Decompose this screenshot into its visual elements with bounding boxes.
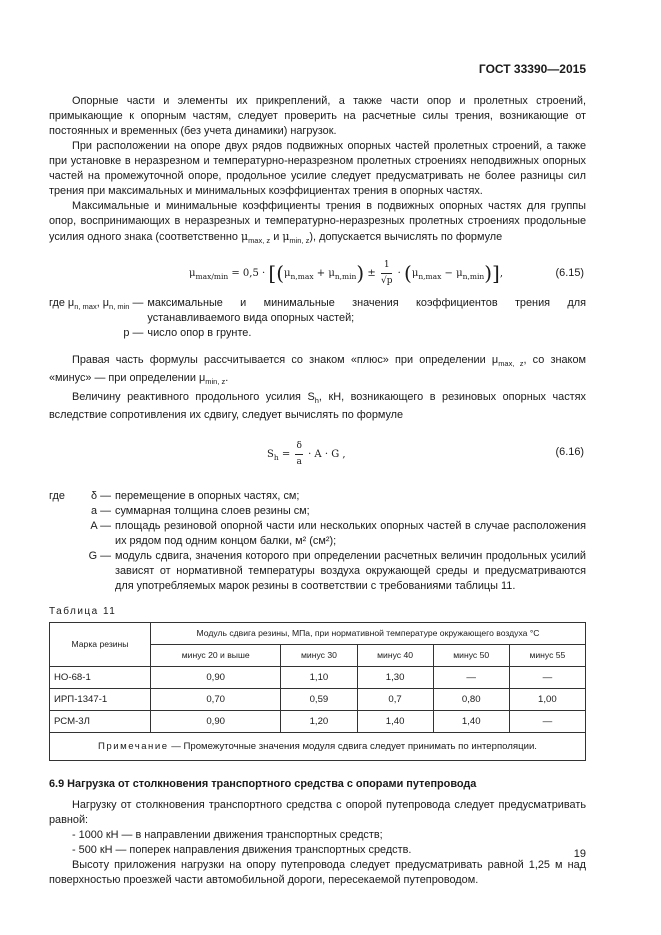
f1-fraction (381, 258, 393, 289)
f1-pm: ± (367, 268, 376, 280)
shear-modulus-table (49, 622, 586, 761)
f1-term3: μ (411, 268, 419, 280)
table-row (50, 688, 586, 710)
table-note-label: Примечание (98, 740, 169, 752)
table-subheader: минус 40 (357, 644, 433, 666)
where2-key-symbol: δ — (91, 489, 111, 502)
table-cell-grade: НО-68-1 (50, 666, 151, 688)
f1-term4-sub: n,min (462, 272, 485, 282)
where1-sub1: n, max (74, 302, 97, 312)
table-cell-value: 0,90 (151, 666, 281, 688)
f1-dot: · (397, 268, 401, 280)
section-paragraph-1: Нагрузку от столкновения транспортного средства с опорой путепровода следует предусматривать равной: (49, 798, 586, 826)
where2-definition: площадь резиновой опорной части или нескольких опорных частей в случае расположения их рядом под одним концом балки, м² (см²); (115, 519, 586, 547)
where2-key-symbol: G — (88, 549, 111, 562)
f1-minus: − (444, 268, 453, 280)
where-block-1 (49, 296, 586, 341)
table-subheader: минус 55 (509, 644, 585, 666)
where1-key2: p — (123, 327, 144, 340)
f2-lhs-sub: h (273, 452, 279, 462)
formula-6-16-expression (267, 439, 346, 470)
formula-6-16 (49, 433, 586, 473)
p3-text-a: Максимальные и минимальные коэффициенты трения в подвижных опорных частях для группы опор, воспринимающих в неразрезных и температурно-неразрезных пролетных строениях продольные усилия одного знака (соответственно (49, 200, 586, 243)
f1-frac-top: 1 (381, 258, 393, 274)
p3-text-b: ), допускается вычислять по формуле (309, 231, 503, 243)
table-note-text: — Промежуточные значения модуля сдвига следует принимать по интерполяции. (168, 740, 537, 752)
table-cell-value: 0,80 (433, 688, 509, 710)
paren-open: ( (276, 261, 285, 286)
f2-rest: · A · G , (308, 448, 346, 460)
where1-dash: — (129, 297, 144, 310)
section-paragraph-2: Высоту приложения нагрузки на опору путепровода следует предусматривать равной 1,25 м над поверхностью проезжей части автомобильной дороги, пересекаемой путепроводом. (49, 858, 586, 886)
where2-key (49, 519, 111, 549)
p4-text-a: Правая часть формулы рассчитывается со знаком «плюс» при определении μ (72, 354, 499, 367)
table-subheader: минус 50 (433, 644, 509, 666)
table-caption: Таблица 11 (49, 605, 117, 617)
table-cell-value: 1,30 (357, 666, 433, 688)
document-body (49, 94, 586, 888)
table-cell-value: 0,59 (281, 688, 357, 710)
where1-text2: число опор в грунте. (147, 327, 252, 340)
where2-definition: суммарная толщина слоев резины см; (115, 504, 310, 517)
f1-eq: = 0,5 · (231, 268, 266, 280)
table-row (50, 710, 586, 732)
table-cell-value: 1,40 (357, 710, 433, 732)
p4-sub2: min, z (205, 377, 226, 387)
p5-text-b: , кН, возникающего в резиновых опорных частях вследствие сопротивления их сдвигу, следует вычислять по формуле (49, 390, 586, 421)
f1-term1: μ (284, 268, 291, 280)
f2-frac-top: δ (295, 439, 302, 455)
where1-sub2: n, min (109, 302, 130, 312)
where1-label-a: где μ (49, 297, 75, 310)
table-cell-value: 0,70 (151, 688, 281, 710)
bracket-open: [ (268, 261, 277, 286)
table-cell-value: 1,20 (281, 710, 357, 732)
f1-term2: μ (328, 268, 335, 280)
mu-symbol-2: μ (282, 230, 290, 243)
f1-frac-bottom: √p (380, 276, 393, 287)
table-group-header: Модуль сдвига резины, МПа, при нормативной температуре окружающего воздуха °С (151, 622, 586, 644)
formula-6-15-number: (6.15) (555, 267, 584, 280)
where2-key (49, 489, 111, 504)
page-number: 19 (573, 848, 586, 860)
p4-text-b: , со знаком «минус» — при определении μ (49, 354, 586, 385)
document-code: ГОСТ 33390—2015 (478, 62, 586, 76)
paragraph-2: При расположении на опоре двух рядов подвижных опорных частей пролетных строений, а также при установке в неразрезном и температурно-неразрезном пролетных строениях неподвижных опорных частей на промежуточной опоре, продольное усилие следует предусматривать не более разницы сил трения при максимальных и минимальных коэффициентах трения в опорных частях. (49, 140, 586, 197)
where2-definition: перемещение в опорных частях, см; (115, 489, 300, 502)
table-cell-value: 1,10 (281, 666, 357, 688)
formula-6-15-expression: $\mu_{max/min} = 0,5 \cdot [(\mu_{n,max} + \mu_{n,min})$ ± $\frac{1}{√p}$ · $(\mu_{n,max} - \mu_{n,min})$], (189, 258, 503, 289)
paragraph-5 (49, 390, 586, 423)
section-list (49, 828, 586, 858)
table-note-row (50, 732, 586, 760)
f1-lhs: μ (189, 268, 196, 280)
p4-sub1: max, z (498, 359, 524, 369)
f1-term4: μ (456, 268, 463, 280)
table-cell-value: 0,7 (357, 688, 433, 710)
paren-close: ) (356, 261, 365, 286)
p3-and: и (273, 231, 280, 243)
formula-6-16-number: (6.16) (555, 445, 584, 458)
bracket-close: ] (492, 261, 500, 286)
f2-frac-bottom: a (296, 456, 302, 467)
table-header-grade: Марка резины (50, 622, 151, 666)
paragraph-3 (49, 199, 586, 248)
table-cell-grade: ИРП-1347-1 (50, 688, 151, 710)
table-body (50, 666, 586, 732)
table-row (50, 666, 586, 688)
table-cell-value: 0,90 (151, 710, 281, 732)
where2-lead: где (49, 489, 65, 502)
paren-open-2: ( (404, 261, 412, 286)
formula-6-15 (49, 254, 586, 288)
f1-lhs-sub: max/min (195, 272, 229, 282)
paragraph-1: Опорные части и элементы их прикреплений, а также части опор и пролетных строений, примыкающие к опорным частям, следует проверить на расчетные силы трения, возникающие от постоянных и временных (без учета динамики) нагрузок. (49, 95, 586, 137)
table-cell-value: — (433, 666, 509, 688)
where2-key-symbol: A — (90, 519, 111, 532)
where1-text1: максимальные и минимальные значения коэффициентов трения для устанавливаемого вида опорных частей; (147, 297, 586, 325)
paren-close-2: ) (484, 261, 492, 286)
table-note (50, 732, 586, 760)
table-cell-grade: РСМ-3Л (50, 710, 151, 732)
section-list-item: - 500 кН — поперек направления движения транспортных средств. (72, 843, 412, 856)
f2-fraction (295, 439, 302, 470)
f2-eq: = (281, 448, 291, 460)
p4-text-c: . (225, 372, 229, 385)
p5-text-a: Величину реактивного продольного усилия S (72, 390, 315, 403)
p5-sub: h (314, 395, 319, 405)
f1-term3-sub: n,max (418, 272, 442, 282)
table-subheader: минус 30 (281, 644, 357, 666)
paragraph-4 (49, 353, 586, 389)
where-block-2 (49, 489, 586, 594)
table-cell-value: — (509, 710, 585, 732)
table-cell-value: 1,40 (433, 710, 509, 732)
where2-key (49, 504, 111, 519)
p3-sub-max: max, z (248, 236, 271, 246)
f1-term1-sub: n,max (290, 272, 314, 282)
table-subheader: минус 20 и выше (151, 644, 281, 666)
f1-plus: + (316, 268, 326, 280)
where2-key-symbol: a — (91, 504, 111, 517)
f2-lhs: S (267, 448, 274, 460)
where1-comma: , μ (96, 297, 110, 310)
where2-key (49, 549, 111, 594)
where2-definition: модуль сдвига, значения которого при определении расчетных величин продольных усилий зависят от нормативной температуры воздуха окружающей среды и предусматриваются для употребляемых марок резины в соответствии с требованиями таблицы 11. (115, 549, 586, 592)
section-heading: 6.9 Нагрузка от столкновения транспортного средства с опорами путепровода (49, 777, 477, 790)
where1-label (49, 296, 143, 326)
p3-sub-min: min, z (289, 236, 310, 246)
table-cell-value: 1,00 (509, 688, 585, 710)
section-list-item: - 1000 кН — в направлении движения транспортных средств; (72, 828, 383, 841)
mu-symbol: μ (240, 230, 249, 243)
f1-term2-sub: n,min (334, 272, 357, 282)
table-cell-value: — (509, 666, 585, 688)
